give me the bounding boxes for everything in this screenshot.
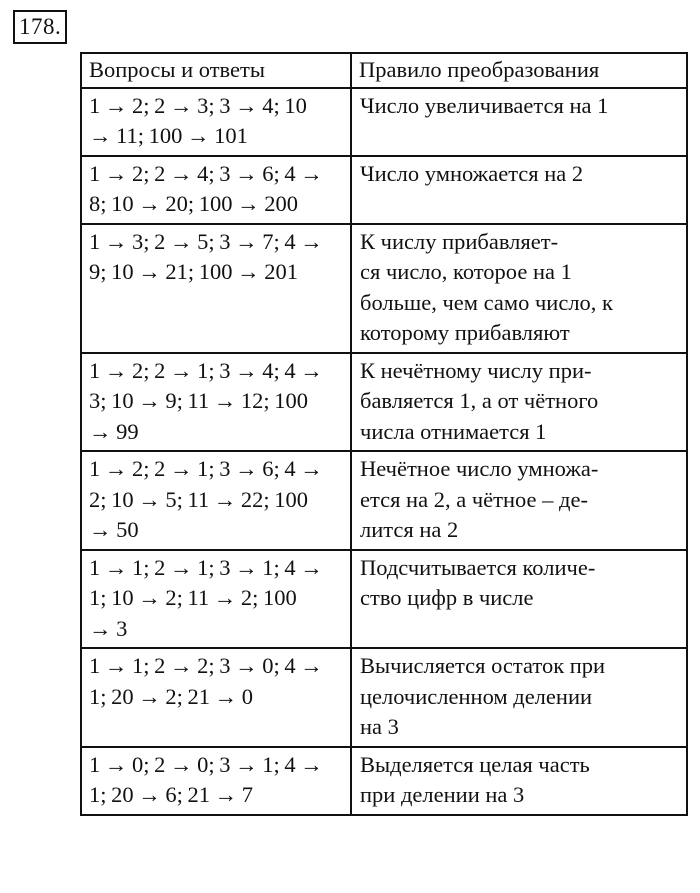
- cell-questions-answers: [81, 451, 351, 550]
- cell-questions-answers: [81, 550, 351, 649]
- table-row: [81, 88, 687, 156]
- cell-line: 3; 10 → 9; 11 → 12; 100: [89, 388, 309, 413]
- table-row: [81, 224, 687, 353]
- cell-line: 1 → 2; 2 → 1; 3 → 6; 4 →: [89, 456, 323, 481]
- cell-line: 1 → 2; 2 → 4; 3 → 6; 4 →: [89, 160, 323, 186]
- cell-line: → 99: [89, 418, 139, 444]
- cell-line: 1 → 1; 2 → 2; 3 → 0; 4 →: [89, 653, 323, 678]
- table-row: [81, 550, 687, 649]
- cell-questions-answers: [81, 156, 351, 224]
- problem-number: 178.: [13, 10, 67, 44]
- table-row: [81, 451, 687, 550]
- cell-questions-answers: [81, 88, 351, 156]
- table-row: [81, 648, 687, 747]
- cell-questions-answers: [81, 648, 351, 747]
- cell-transformation-rule: [351, 353, 687, 452]
- cell-line: ется на 2, а чётное – де-: [360, 486, 588, 512]
- cell-line: 1 → 2; 2 → 3; 3 → 4; 10: [89, 92, 307, 118]
- cell-line: 1 → 2; 2 → 1; 3 → 4; 4 →: [89, 357, 323, 383]
- header-transformation-rule: Правило преобразования: [351, 53, 687, 88]
- cell-line: → 50: [89, 517, 139, 542]
- cell-line: 8; 10 → 20; 100 → 200: [89, 191, 299, 216]
- cell-transformation-rule: [351, 224, 687, 353]
- cell-line: → 11; 100 → 101: [89, 123, 248, 148]
- cell-line: К числу прибавляет-: [360, 228, 559, 254]
- cell-line: Число умножается на 2: [360, 160, 584, 186]
- cell-line: 1 → 3; 2 → 5; 3 → 7; 4 →: [89, 228, 323, 254]
- cell-transformation-rule: [351, 550, 687, 649]
- cell-line: целочисленном делении: [360, 683, 593, 709]
- transformation-table: [80, 52, 688, 816]
- table-header-row: [81, 53, 687, 88]
- table-row: [81, 353, 687, 452]
- cell-line: числа отнимается 1: [360, 418, 547, 444]
- cell-questions-answers: [81, 353, 351, 452]
- cell-transformation-rule: [351, 648, 687, 747]
- cell-line: Подсчитывается количе-: [360, 554, 596, 580]
- cell-line: лится на 2: [360, 517, 459, 542]
- table-row: [81, 156, 687, 224]
- cell-transformation-rule: [351, 451, 687, 550]
- cell-line: 1; 20 → 6; 21 → 7: [89, 782, 254, 807]
- cell-line: больше, чем само число, к: [360, 289, 613, 315]
- cell-line: 1 → 1; 2 → 1; 3 → 1; 4 →: [89, 554, 323, 580]
- cell-line: 1 → 0; 2 → 0; 3 → 1; 4 →: [89, 751, 323, 777]
- cell-line: → 3: [89, 615, 128, 641]
- cell-line: бавляется 1, а от чётного: [360, 388, 599, 413]
- cell-transformation-rule: [351, 747, 687, 815]
- cell-line: 2; 10 → 5; 11 → 22; 100: [89, 486, 309, 512]
- cell-line: Вычисляется остаток при: [360, 653, 606, 678]
- cell-transformation-rule: [351, 156, 687, 224]
- cell-line: ство цифр в числе: [360, 585, 534, 610]
- cell-transformation-rule: [351, 88, 687, 156]
- cell-line: при делении на 3: [360, 782, 525, 807]
- cell-line: 1; 10 → 2; 11 → 2; 100: [89, 585, 297, 610]
- cell-line: которому прибавляют: [360, 320, 570, 345]
- cell-line: Число увеличивается на 1: [360, 92, 609, 118]
- cell-line: 1; 20 → 2; 21 → 0: [89, 683, 254, 709]
- cell-questions-answers: [81, 747, 351, 815]
- cell-line: 9; 10 → 21; 100 → 201: [89, 259, 299, 284]
- cell-questions-answers: [81, 224, 351, 353]
- cell-line: Выделяется целая часть: [360, 751, 590, 777]
- header-questions-answers: Вопросы и ответы: [81, 53, 351, 88]
- table-body: [81, 88, 687, 815]
- cell-line: ся число, которое на 1: [360, 259, 572, 284]
- cell-line: К нечётному числу при-: [360, 357, 592, 383]
- cell-line: Нечётное число умножа-: [360, 456, 599, 481]
- table-row: [81, 747, 687, 815]
- cell-line: на 3: [360, 714, 399, 739]
